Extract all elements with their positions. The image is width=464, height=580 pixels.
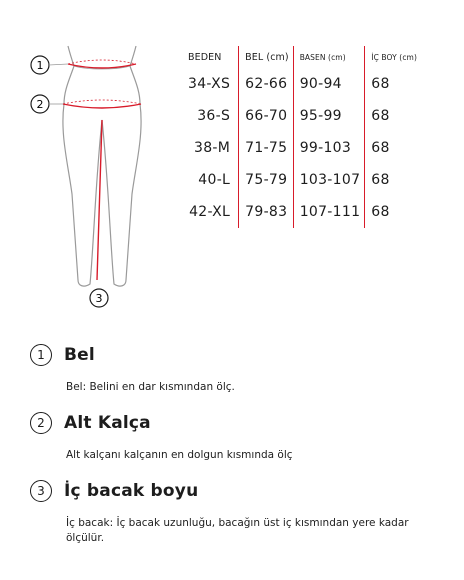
hip-cell: 107-111 — [293, 196, 365, 228]
waist-measure-line-back — [68, 60, 136, 64]
marker-3-label: 3 — [95, 292, 103, 305]
inseam-cell: 68 — [371, 204, 390, 220]
legend-item-inseam — [30, 480, 436, 546]
legend-number-1: 1 — [30, 344, 52, 366]
legend-description: Alt kalçanı kalçanın en dolgun kısmında ölç — [66, 449, 293, 461]
hip-measure-line — [63, 104, 141, 108]
hip-cell: 103-107 — [293, 164, 365, 196]
inseam-cell: 68 — [371, 76, 390, 92]
size-cell: 40-L — [182, 164, 239, 196]
waist-cell: 62-66 — [239, 68, 294, 100]
header-waist: BEL (cm) — [239, 46, 294, 68]
table-row — [182, 100, 421, 132]
table-row — [182, 196, 421, 228]
legend-title: Bel — [64, 345, 95, 365]
header-size: BEDEN — [182, 46, 239, 68]
inseam-cell: 68 — [371, 108, 390, 124]
inseam-cell: 68 — [371, 172, 390, 188]
size-cell: 42-XL — [182, 196, 239, 228]
header-hip: BASEN (cm) — [293, 46, 365, 68]
hip-measure-line-back — [63, 100, 141, 104]
legend-title: Alt Kalça — [64, 413, 151, 433]
waist-cell: 75-79 — [239, 164, 294, 196]
legend-number-3: 3 — [30, 480, 52, 502]
legend-item-hip — [30, 412, 436, 463]
table-row — [182, 164, 421, 196]
table-row — [182, 68, 421, 100]
waist-cell: 71-75 — [239, 132, 294, 164]
waist-cell: 66-70 — [239, 100, 294, 132]
size-cell: 34-XS — [182, 68, 239, 100]
marker-1-leader — [49, 64, 68, 65]
legend-title: İç bacak boyu — [64, 481, 199, 501]
marker-2-label: 2 — [36, 98, 44, 111]
size-table-header — [182, 46, 421, 68]
hip-cell: 99-103 — [293, 132, 365, 164]
legend-number-2: 2 — [30, 412, 52, 434]
inseam-cell: 68 — [371, 140, 390, 156]
waist-cell: 79-83 — [239, 196, 294, 228]
legend-description: Bel: Belini en dar kısmından ölç. — [66, 381, 235, 393]
hip-cell: 90-94 — [293, 68, 365, 100]
size-table — [182, 46, 421, 228]
legend-item-waist — [30, 344, 436, 395]
size-cell: 38-M — [182, 132, 239, 164]
body-outline — [63, 46, 141, 286]
body-measurement-figure — [30, 44, 150, 310]
table-row — [182, 132, 421, 164]
size-cell: 36-S — [182, 100, 239, 132]
marker-1-label: 1 — [36, 59, 44, 72]
legend-description: İç bacak: İç bacak uzunluğu, bacağın üst iç kısmından yere kadar ölçülür. — [66, 517, 409, 544]
header-inseam: İÇ BOY (cm) — [371, 52, 417, 62]
hip-cell: 95-99 — [293, 100, 365, 132]
